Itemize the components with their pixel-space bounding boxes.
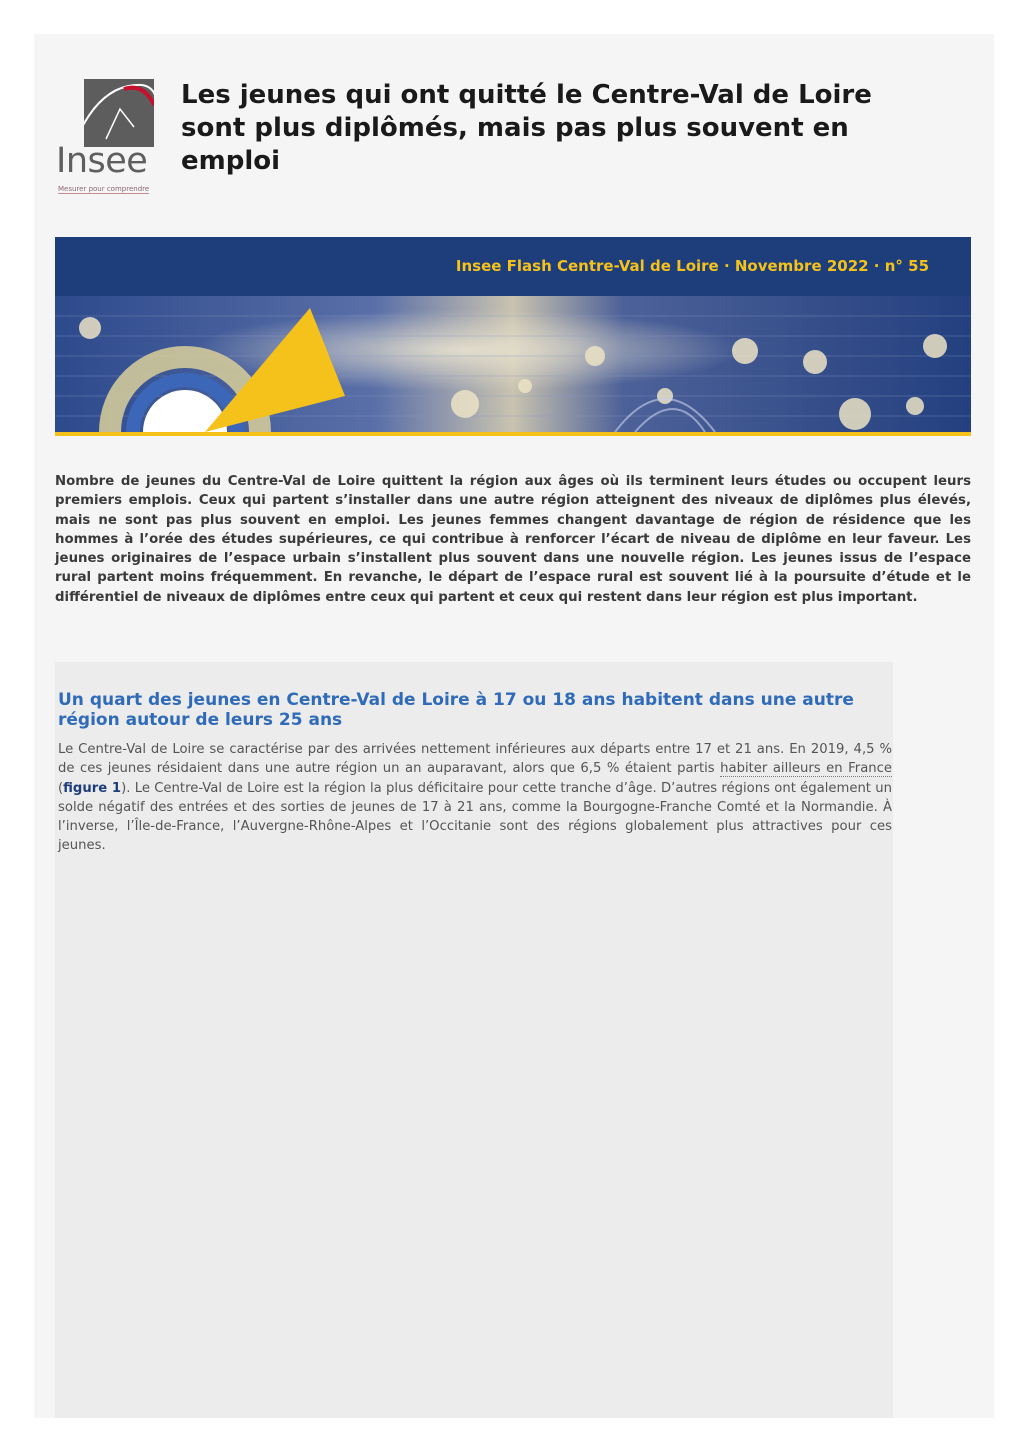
document-page [34,34,994,1418]
paragraph-text: ). Le Centre-Val de Loire est la région la plus déficitaire pour cette tranche d’âge. D’autres régions ont également un solde négatif des entrées et des sorties de jeunes de 17 à 21 ans, comme la Bourgogne-Franche Comté et la Normandie. À l’inverse, l’Île-de-France, l’Auvergne-Rhône-Alpes et l’Occitanie sont des régions globalement plus attractives pour ces jeunes. [58,780,892,854]
logo-tagline: Mesurer pour comprendre [58,185,150,193]
page-title: Les jeunes qui ont quitté le Centre-Val de Loire sont plus diplômés, mais pas plus souvent en emploi [181,80,872,176]
publication-label: Insee Flash Centre-Val de Loire · Novembre 2022 · n° 55 [455,257,929,275]
summary-paragraph: Nombre de jeunes du Centre-Val de Loire quittent la région aux âges où ils terminent leurs études ou occupent leurs premiers emplois. Ceux qui partent s’installer dans une autre région atteignent des niveaux de diplômes plus élevés, mais ne sont pas plus souvent en emploi. Les jeunes femmes changent davantage de région de résidence que les hommes à l’orée des études supérieures, ce qui contribue à renforcer l’écart de niveau de diplôme en leur faveur. Les jeunes originaires de l’espace urbain s’installent plus souvent dans une nouvelle région. Les jeunes issus de l’espace rural partent moins fréquemment. En revanche, le départ de l’espace rural est souvent lié à la poursuite d’étude et le différentiel de niveaux de diplômes entre ceux qui partent et ceux qui restent dans leur région est plus important. [55,474,971,605]
banner-underline [55,432,971,436]
figure-1-link[interactable]: figure 1 [63,780,122,796]
paragraph-text: ( [58,780,64,796]
section-paragraph [58,740,892,856]
glossary-link[interactable]: habiter ailleurs en France [720,761,892,777]
logo-wordmark: Insee [56,141,148,181]
paragraph-text: Le Centre-Val de Loire se caractérise par des arrivées nettement inférieures aux départs entre 17 et 21 ans. En 2019, 4,5 % de ces jeunes résidaient dans une autre région un an auparavant, alors que 6,5 % étaient partis [58,742,892,777]
section-heading: Un quart des jeunes en Centre-Val de Loire à 17 ou 18 ans habitent dans une autre région autour de leurs 25 ans [58,690,854,730]
logo-square-icon [84,79,154,147]
publication-banner [55,237,971,296]
insee-logo[interactable] [56,79,160,199]
article-section [55,662,893,1418]
banner-illustration [55,296,971,432]
